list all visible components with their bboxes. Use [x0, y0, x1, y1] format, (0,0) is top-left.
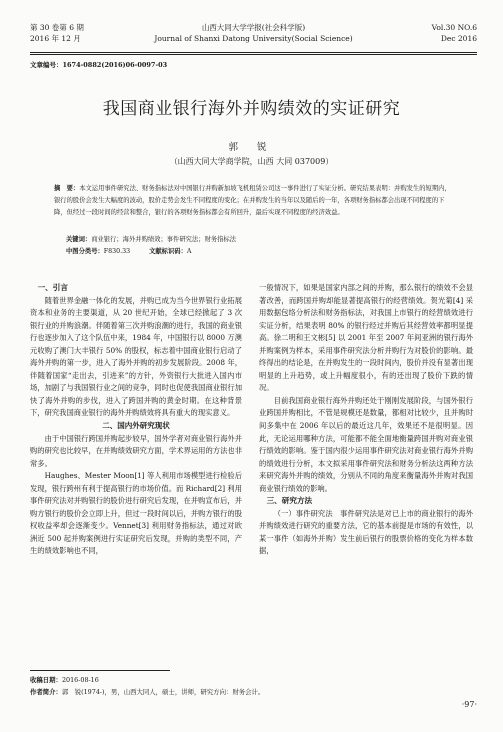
author-bio: 作者简介：郭 锐(1974-)，男，山西大同人，硕士，讲师，研究方向：财务会计。	[30, 688, 265, 696]
doc-code-label: 文献标识码：	[149, 248, 187, 255]
paper-title: 我国商业银行海外并购绩效的实证研究	[102, 99, 401, 119]
left-column	[30, 282, 242, 558]
paragraph: 一般情况下，如果是国家内部之间的并购，那么银行的绩效不会显著改善，而跨国并购却能显著提高银行的经营绩效。贺光菊[4] 采用数据包络分析法和财务指标法，对我国上市银行的经营绩效进行实证分析，结果表明 80% 的银行经过并购后其经营效率都明显提高。徐二明和王文彬[5] 以 2001 年至 2007 年间亚洲的银行海外并购案例为样本，采用事件研究法分析并购行为对股价的影响。最终得出的结论是，在并购发生的一段时间内，股价并没有显著出现明显的上升趋势，或上升幅度很小，有的还出现了股价下跌的情况。	[259, 283, 473, 393]
abstract-text: 本文运用事件研究法、财务指标法对中国银行并购新加坡飞机租赁公司这一事件进行了实证分析。研究结果表明：并购发生的短期内，银行的股价会发生大幅度的波动，股价走势会发生不同程度的变化；在并购发生的当年以及随后的一年，各项财务指标都会出现不同程度的下降，但经过一段时间的经营和整合，银行的各项财务指标都会有所回升，最后实现不同程度的经济效益。	[54, 185, 451, 217]
keywords-label: 关键词：	[66, 236, 92, 243]
footnote-rule	[30, 670, 170, 671]
abstract	[54, 183, 455, 220]
abstract-label: 摘 要：	[54, 185, 80, 192]
running-header	[30, 22, 477, 52]
paragraph: 由于中国银行跨国并购起步较早，国外学者对商业银行海外并购的研究也比较早，在并购绩效研究方面，学术界运用的方法也非常多。	[30, 433, 242, 468]
page-number: ·97·	[461, 700, 477, 709]
keywords: 商业银行；海外并购绩效；事件研究法；财务指标法	[91, 236, 237, 243]
paragraph: （一）事件研究法 事件研究法是对已上市的商业银行的海外并购绩效进行研究的重要方法，它的基本前提是市场的有效性，以某一事件（如海外并购）发生前后银行的股票价格的变化为样本数据，	[259, 508, 473, 556]
header-journal: 山西大同大学学报(社会科学版) Journal of Shanxi Datong University(Social Science)	[154, 23, 353, 43]
received-date: 收稿日期：2016-08-16	[30, 676, 99, 684]
section-heading-methods: 三、研究方法	[266, 496, 313, 506]
header-rule	[30, 52, 477, 53]
keywords-block	[66, 234, 455, 258]
doc-code: A	[186, 248, 192, 255]
article-number: 文章编号：1674-0882(2016)06-0097-03	[30, 61, 168, 69]
paragraph: Haughes、Mester Moon[1] 等人利用市场模型进行检验后发现，银行跨州有利于提高银行的市场价值。而 Richard[2] 利用事件研究法对并购银行的股价进行研究后发现，在并购宣布后，并购方银行的股价会立即上升，但过一段时间以后，并购方银行的股权收益率却会逐渐变少。Vennet[3] 利用财务指标法，通过对欧洲近 500 起并购案例进行实证研究后发现，并购的类型不同，产生的绩效影响也不同，	[30, 471, 242, 556]
clc-label: 中图分类号：	[66, 248, 104, 255]
author-name: 郭 锐	[228, 142, 275, 153]
section-heading-review: 二、国内外研究现状	[102, 421, 170, 431]
clc-number: F830.33	[103, 248, 131, 255]
header-issue: 第 30 卷第 6 期 2016 年 12 月	[30, 23, 84, 43]
header-rule-thin	[30, 54, 477, 55]
paragraph: 随着世界金融一体化的发展，并购已成为当今世界银行业拓展资本和业务的主要渠道，从 20 世纪开始，全球已经掀起了 3 次银行业的并购浪潮。伴随着第三次并购浪潮的进行，我国的商业银行也逐步加入了这个队伍中来，1984 年，中国银行以 8000 万澳元收购了澳门大丰银行 50% 的股权，标志着中国商业银行启动了海外并购的第一步，进入了海外并购的初步发展阶段。2008 年，伴随着国家“走出去，引进来”的方针，外资银行大批进入国内市场，加剧了与我国银行业之间的竞争，同时也促使我国商业银行加快了海外并购的步伐，进入了跨国并购的黄金时期。在这种背景下，研究我国商业银行的海外并购绩效将具有重大的现实意义。	[30, 295, 242, 418]
author-affiliation: （山西大同大学商学院，山西 大同 037009）	[169, 157, 334, 166]
right-column	[259, 282, 473, 558]
paragraph: 目前我国商业银行海外并购还处于刚刚发展阶段，与国外银行业跨国并购相比，不管是规模还是数量，都相对比较少，且并购时间多集中在 2006 年以后的最近这几年，效果还不是很明显。因此，无论运用哪种方法，可能都不能全面地衡量跨国并购对商业银行绩效的影响。鉴于国内很少运用事件研究法对商业银行海外并购的绩效进行分析，本文拟采用事件研究法和财务分析法这两种方法来研究海外并购的绩效，分别从不同的角度来衡量海外并购对我国商业银行绩效的影响。	[259, 395, 473, 493]
section-heading-intro: 一、引言	[37, 283, 68, 292]
header-volume: Vol.30 NO.6 Dec 2016	[431, 23, 477, 43]
